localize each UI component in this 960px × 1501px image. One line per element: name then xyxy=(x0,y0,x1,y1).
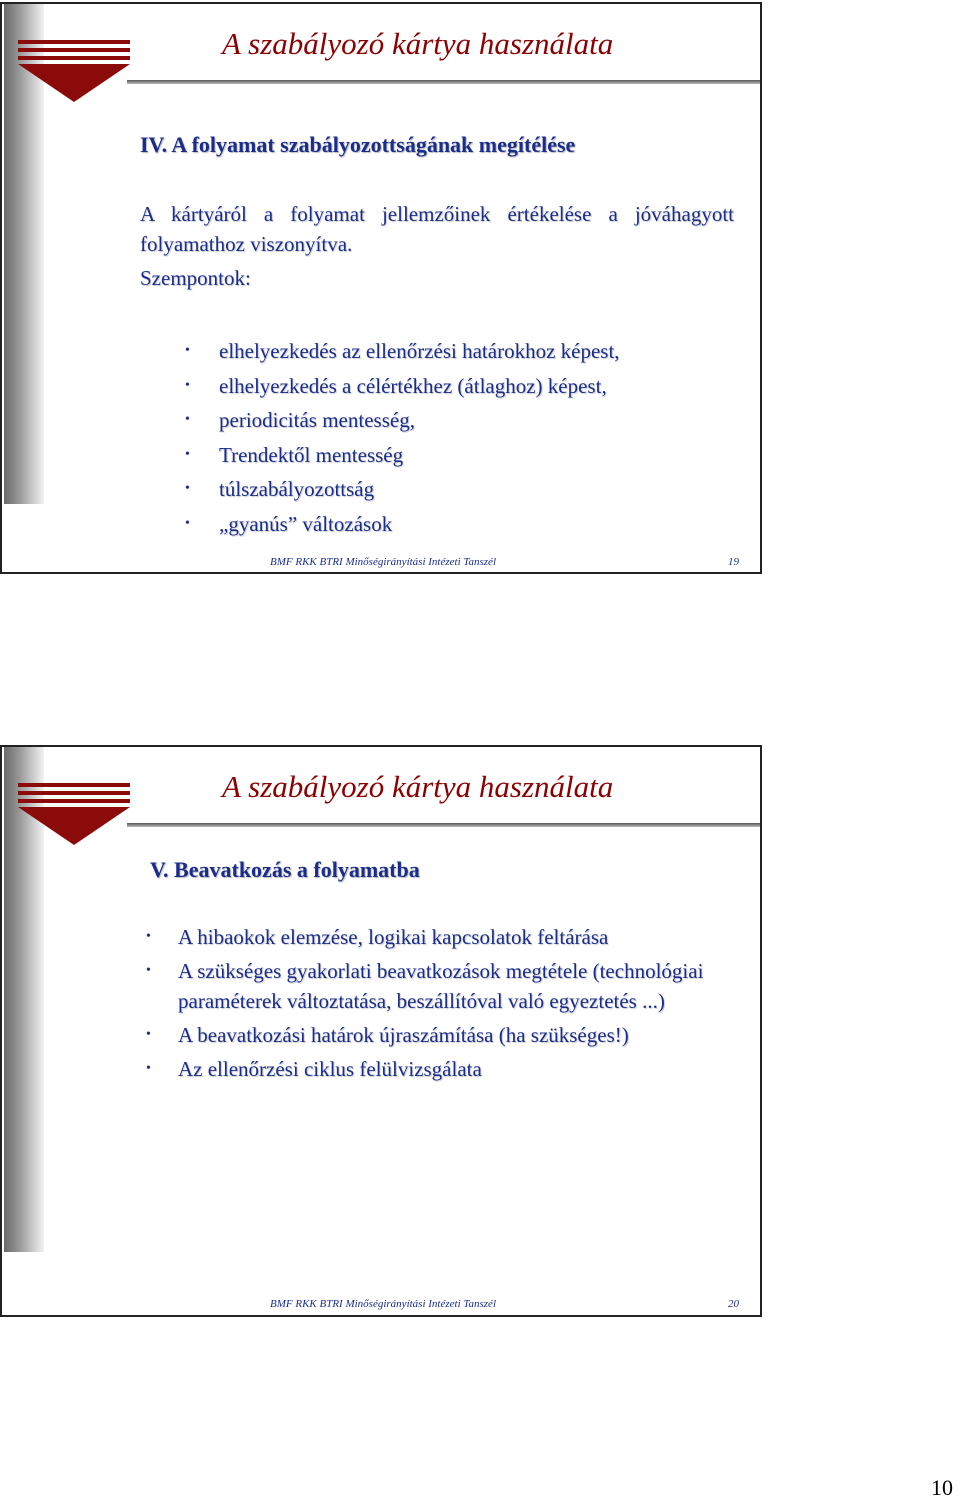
document-page-number: 10 xyxy=(931,1475,953,1500)
slide-19 xyxy=(0,2,762,574)
list-item-text: periodicitás mentesség, xyxy=(219,408,415,432)
bullet-dot-icon: • xyxy=(146,929,151,944)
list-item-text: A szükséges gyakorlati beavatkozások megtétele (technológiai paraméterek változtatása, beszállítóval való egyeztetés ...) xyxy=(178,959,704,1013)
list-item xyxy=(146,1020,746,1050)
list-item-text: elhelyezkedés a célértékhez (átlaghoz) képest, xyxy=(219,373,607,398)
list-item-text: Trendektől mentesség xyxy=(219,442,404,467)
bullet-dot-icon: • xyxy=(146,963,151,978)
list-item-text: „gyanús” változások xyxy=(219,511,393,536)
list-item xyxy=(146,922,746,952)
list-item-text: A beavatkozási határok újraszámítása (ha szükséges!) xyxy=(178,1023,629,1047)
list-item-text: Az ellenőrzési ciklus felülvizsgálata xyxy=(178,1057,482,1081)
section-heading: IV. A folyamat szabályozottságának megítélése xyxy=(140,132,576,157)
intervention-list xyxy=(146,922,746,1088)
list-item-text: elhelyezkedés az ellenőrzési határokhoz képest, xyxy=(219,339,620,363)
bullet-dot-icon: • xyxy=(185,481,190,496)
list-item xyxy=(185,509,620,544)
list-item-text: túlszabályozottság xyxy=(219,477,375,501)
bullet-dot-icon: • xyxy=(185,412,190,427)
bullet-dot-icon: • xyxy=(185,446,190,462)
triangle-stripes-logo-icon xyxy=(18,32,130,104)
slide-title: A szabályozó kártya használata xyxy=(222,26,614,61)
bullet-dot-icon: • xyxy=(146,1027,151,1042)
bullet-dot-icon: • xyxy=(146,1061,151,1076)
criteria-list xyxy=(185,336,620,543)
list-item xyxy=(146,1054,746,1084)
slide-footer: BMF RKK BTRI Minőségirányítási Intézeti Tanszél xyxy=(270,1298,496,1310)
list-item xyxy=(146,956,746,1016)
bullet-dot-icon: • xyxy=(185,343,190,358)
slide-number: 19 xyxy=(728,556,739,568)
bullet-dot-icon: • xyxy=(185,377,190,393)
triangle-stripes-logo-icon xyxy=(18,775,130,847)
list-item xyxy=(185,405,620,440)
section-heading: V. Beavatkozás a folyamatba xyxy=(150,857,420,882)
slide-title: A szabályozó kártya használata xyxy=(222,769,614,804)
title-underline xyxy=(127,80,760,84)
description-paragraph: A kártyáról a folyamat jellemzőinek értékelése a jóváhagyott folyamathoz viszonyítva. xyxy=(140,202,734,256)
list-item xyxy=(185,440,620,475)
criteria-subheading: Szempontok: xyxy=(140,266,251,290)
bullet-dot-icon: • xyxy=(185,515,190,531)
slide-number: 20 xyxy=(728,1298,739,1310)
title-underline xyxy=(127,823,760,827)
list-item xyxy=(185,474,620,509)
list-item-text: A hibaokok elemzése, logikai kapcsolatok feltárása xyxy=(178,925,609,949)
slide-footer: BMF RKK BTRI Minőségirányítási Intézeti Tanszél xyxy=(270,556,496,568)
list-item xyxy=(185,336,620,371)
list-item xyxy=(185,371,620,406)
